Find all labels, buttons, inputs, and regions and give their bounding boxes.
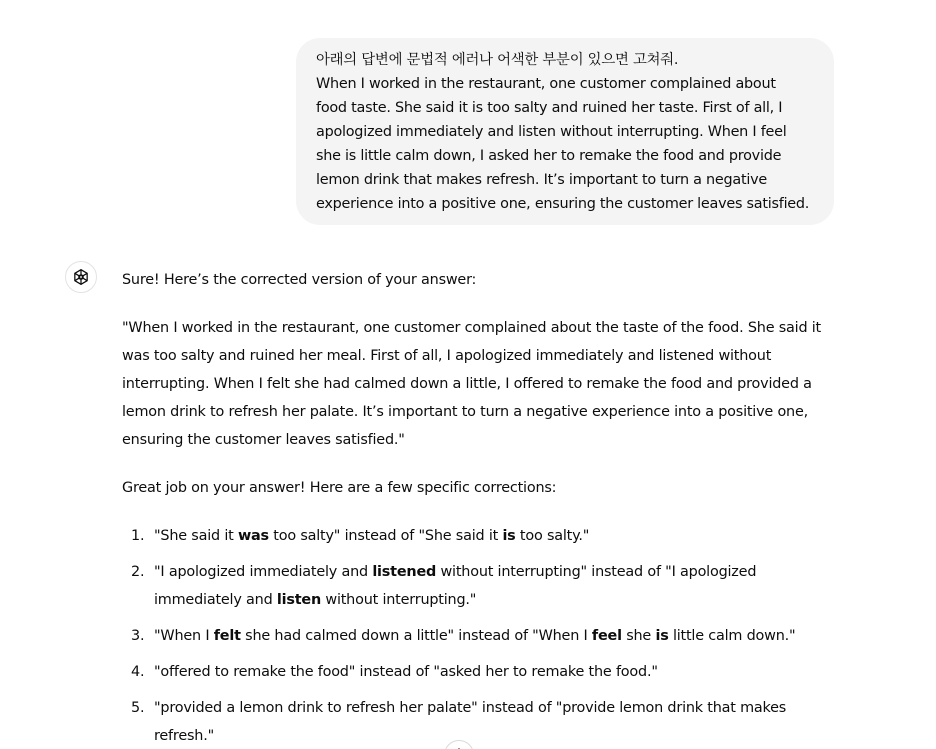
correction-text: immediately and [154, 592, 277, 608]
user-message-line: apologized immediately and listen without interrupting. When I feel [316, 124, 787, 140]
correction-item [122, 622, 842, 650]
quote-line: ensuring the customer leaves satisfied." [122, 432, 405, 448]
arrow-down-icon [445, 741, 473, 749]
correction-emphasis: listened [372, 564, 437, 580]
correction-text: too salty." [515, 528, 590, 544]
quote-line: interrupting. When I felt she had calmed down a little, I offered to remake the food and provided a [122, 376, 812, 392]
correction-line [154, 622, 842, 650]
assistant-praise: Great job on your answer! Here are a few specific corrections: [122, 480, 557, 496]
correction-emphasis: is [655, 628, 669, 644]
user-message-line: experience into a positive one, ensuring the customer leaves satisfied. [316, 196, 810, 212]
correction-item [122, 694, 842, 749]
correction-line [154, 658, 842, 686]
assistant-avatar [65, 261, 97, 293]
correction-text: she had calmed down a little" instead of "When I [240, 628, 592, 644]
correction-text: too salty" instead of "She said it [268, 528, 503, 544]
quote-line: was too salty and ruined her meal. First of all, I apologized immediately and listened without [122, 348, 772, 364]
correction-number: 2. [131, 564, 145, 580]
correction-line [154, 694, 842, 722]
correction-text: refresh." [154, 728, 214, 744]
correction-emphasis: feel [591, 628, 622, 644]
correction-line [154, 558, 842, 586]
corrections-list [122, 522, 842, 749]
assistant-message [122, 266, 842, 749]
correction-number: 4. [131, 664, 145, 680]
scroll-down-button[interactable] [444, 740, 474, 749]
correction-text: "When I [154, 628, 214, 644]
correction-item [122, 522, 842, 550]
correction-text: without interrupting" instead of "I apologized [436, 564, 757, 580]
correction-line [154, 586, 842, 614]
correction-text: she [621, 628, 656, 644]
correction-line [154, 522, 842, 550]
correction-text: without interrupting." [321, 592, 477, 608]
correction-emphasis: felt [213, 628, 241, 644]
correction-item [122, 558, 842, 614]
correction-number: 3. [131, 628, 145, 644]
correction-number: 5. [131, 700, 145, 716]
correction-line [154, 722, 842, 749]
correction-emphasis: was [237, 528, 269, 544]
assistant-intro: Sure! Here’s the corrected version of your answer: [122, 272, 477, 288]
correction-text: "provided a lemon drink to refresh her palate" instead of "provide lemon drink that makes [154, 700, 787, 716]
corrected-answer-quote [122, 314, 842, 454]
user-message-line: she is little calm down, I asked her to remake the food and provide [316, 148, 782, 164]
user-message-line: 아래의 답변에 문법적 에러나 어색한 부분이 있으면 고쳐줘. [316, 52, 679, 68]
correction-item [122, 658, 842, 686]
user-message-bubble [296, 38, 834, 225]
quote-line: lemon drink to refresh her palate. It’s important to turn a negative experience into a positive one, [122, 404, 809, 420]
quote-line: "When I worked in the restaurant, one customer complained about the taste of the food. She said it [122, 320, 821, 336]
correction-text: "She said it [154, 528, 238, 544]
correction-text: "offered to remake the food" instead of "asked her to remake the food." [154, 664, 658, 680]
correction-text: little calm down." [668, 628, 796, 644]
user-message-line: When I worked in the restaurant, one customer complained about [316, 76, 776, 92]
correction-emphasis: is [502, 528, 516, 544]
correction-number: 1. [131, 528, 145, 544]
correction-text: "I apologized immediately and [154, 564, 373, 580]
openai-logo-icon [71, 267, 91, 287]
user-message-line: food taste. She said it is too salty and ruined her taste. First of all, I [316, 100, 783, 116]
user-message-line: lemon drink that makes refresh. It’s important to turn a negative [316, 172, 767, 188]
correction-emphasis: listen [276, 592, 321, 608]
